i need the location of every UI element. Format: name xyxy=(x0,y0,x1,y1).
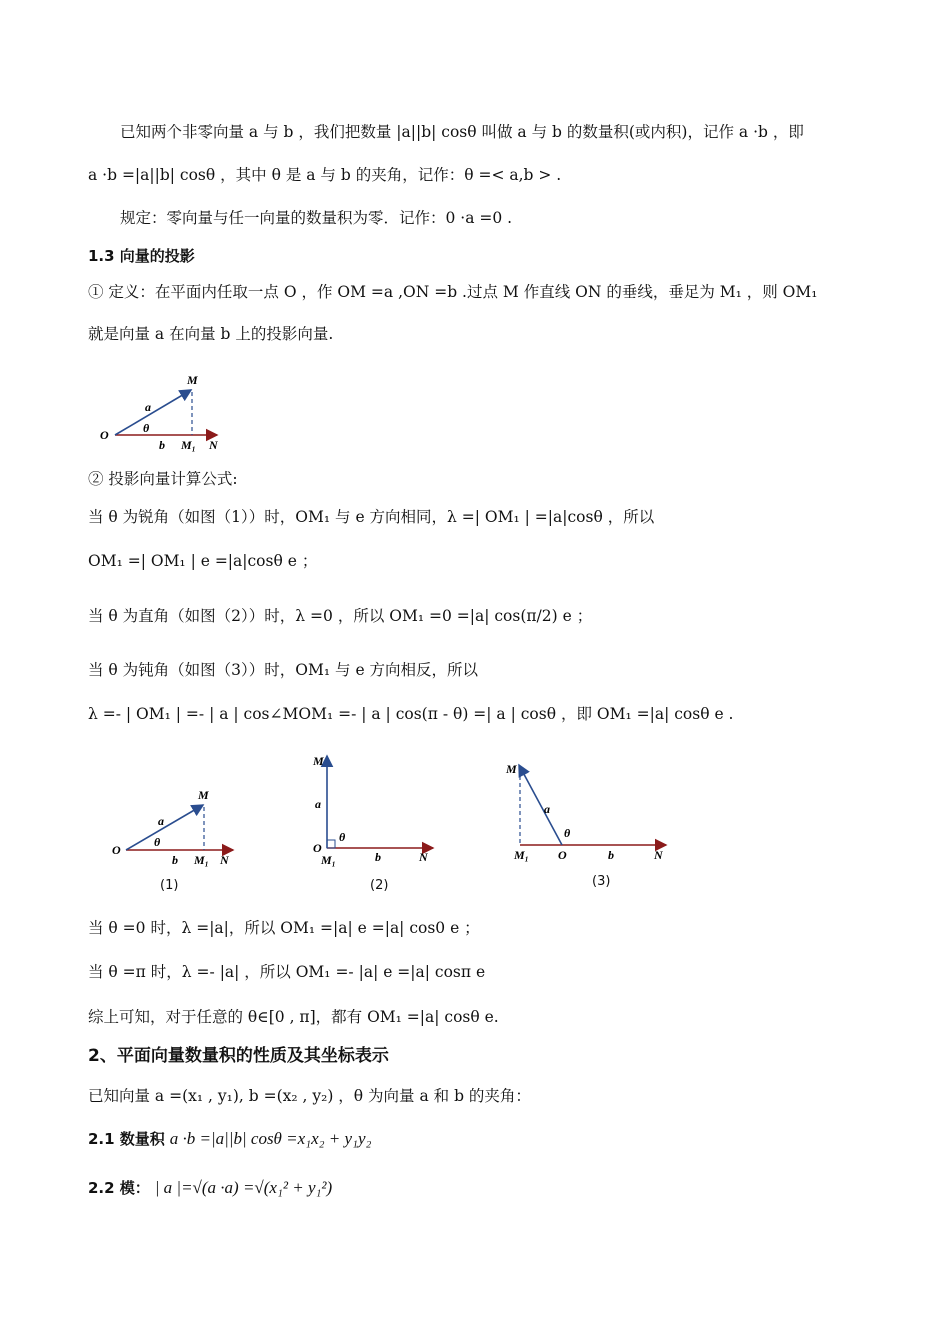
f2-label-theta: θ xyxy=(339,830,346,844)
summary-text: 综上可知，对于任意的 θ∈[0 , π]，都有 OM₁ =|a| cosθ e. xyxy=(88,1008,499,1026)
f1-label-a: a xyxy=(158,814,164,828)
f1-label-O: O xyxy=(112,843,121,857)
property-2-2-formula: | a |=√(a ·a) =√(x₁² + y₁²) xyxy=(154,1178,333,1197)
definition-line-1: 已知两个非零向量 a 与 b ，我们把数量 |a||b| cosθ 叫做 a 与 b 的数量积(或内积)，记作 a ·b ，即 xyxy=(120,123,804,141)
f2-label-M1: M₁ xyxy=(321,853,336,867)
rule-text: 规定：零向量与任一向量的数量积为零．记作：0 ·a =0 . xyxy=(120,209,513,227)
label-M: M xyxy=(187,373,198,387)
projection-definition-2: 就是向量 a 在向量 b 上的投影向量. xyxy=(88,325,334,343)
f2-label-a: a xyxy=(315,797,321,811)
f2-label-b: b xyxy=(375,850,381,864)
property-2-1-formula: a ·b =|a||b| cosθ =x₁x₂ + y₁y₂ xyxy=(169,1129,372,1148)
f3-label-b: b xyxy=(608,848,614,862)
case-theta-pi: 当 θ =π 时，λ =- |a| ，所以 OM₁ =- |a| e =|a| cosπ e xyxy=(88,963,486,981)
f1-label-b: b xyxy=(172,853,178,867)
label-b: b xyxy=(159,438,165,452)
f1-label-M: M xyxy=(198,788,209,802)
obtuse-case-line-1: 当 θ 为钝角（如图（3））时，OM₁ 与 e 方向相反，所以 xyxy=(88,661,479,679)
case-theta-zero: 当 θ =0 时，λ =|a|，所以 OM₁ =|a| e =|a| cos0 e ； xyxy=(88,919,480,937)
f1-label-N: N xyxy=(220,853,229,867)
property-2-1-label: 2.1 数量积 xyxy=(88,1130,165,1148)
property-2-1 xyxy=(88,1127,870,1151)
obtuse-case-line-2: λ =- | OM₁ | =- | a | cos∠MOM₁ =- | a | cos(π - θ) =| a | cosθ ，即 OM₁ =|a| cosθ e . xyxy=(88,705,734,723)
projection-definition-1: ① 定义：在平面内任取一点 O ，作 OM =a ,ON =b .过点 M 作直线 ON 的垂线，垂足为 M₁ ，则 OM₁ xyxy=(88,283,818,301)
f1-label-theta: θ xyxy=(154,835,161,849)
figure-3-obtuse xyxy=(500,755,675,865)
projection-figure-top xyxy=(95,365,235,460)
figure-3-caption: (3) xyxy=(592,874,611,889)
figure-2-right xyxy=(305,748,440,873)
property-2-2-label: 2.2 模： xyxy=(88,1179,150,1197)
acute-case-line-2: OM₁ =| OM₁ | e =|a|cosθ e ； xyxy=(88,552,318,570)
vector-a-line xyxy=(115,390,191,435)
f3-label-a: a xyxy=(544,802,550,816)
label-N: N xyxy=(209,438,218,452)
label-M1: M₁ xyxy=(181,438,196,452)
f2-label-O: O xyxy=(313,841,322,855)
label-O: O xyxy=(100,428,109,442)
figure-2-caption: (2) xyxy=(370,878,389,893)
definition-line-2: a ·b =|a||b| cosθ ，其中 θ 是 a 与 b 的夹角，记作：θ =< a,b > . xyxy=(88,166,562,184)
given-vectors: 已知向量 a =(x₁ , y₁), b =(x₂ , y₂) ，θ 为向量 a 和 b 的夹角： xyxy=(88,1087,531,1105)
acute-case-line-1: 当 θ 为锐角（如图（1））时，OM₁ 与 e 方向相同，λ =| OM₁ | =|a|cosθ ，所以 xyxy=(88,508,655,526)
f3-label-M1: M₁ xyxy=(514,848,529,862)
section-title-1-3: 1.3 向量的投影 xyxy=(88,247,195,265)
figure-1-acute xyxy=(108,780,248,870)
property-2-2 xyxy=(88,1176,870,1200)
section-title-2: 2、平面向量数量积的性质及其坐标表示 xyxy=(88,1046,389,1066)
formula-title: ② 投影向量计算公式: xyxy=(88,470,238,488)
label-a: a xyxy=(145,400,151,414)
f3-label-N: N xyxy=(654,848,663,862)
f3-label-M: M xyxy=(506,762,517,776)
f3-label-O: O xyxy=(558,848,567,862)
f2-label-N: N xyxy=(419,850,428,864)
figure-1-caption: (1) xyxy=(160,878,179,893)
label-theta: θ xyxy=(143,421,150,435)
right-angle-case: 当 θ 为直角（如图（2））时，λ =0 ，所以 OM₁ =0 =|a| cos(π/2) e ； xyxy=(88,607,593,625)
f1-label-M1: M₁ xyxy=(194,853,209,867)
f2-label-M: M xyxy=(313,754,324,768)
f3-label-theta: θ xyxy=(564,826,571,840)
